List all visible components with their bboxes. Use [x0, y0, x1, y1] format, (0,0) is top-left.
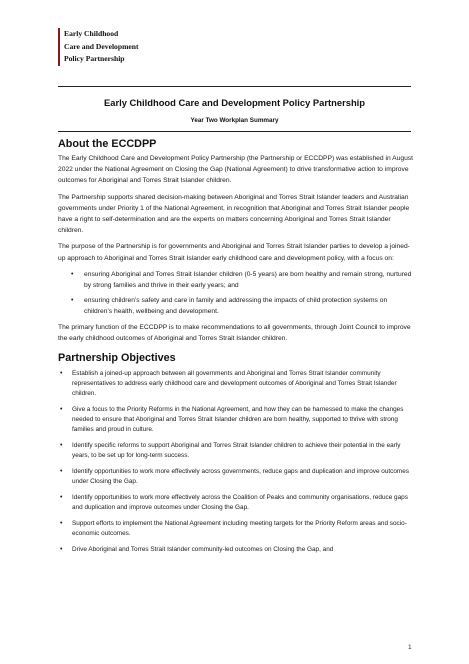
about-paragraph: The Partnership supports shared decision-making between Aboriginal and Torres Strait Islander leaders and Australian governments under Priority 1 of the National Agreement, in recognition that Aboriginal and Torres Strait Islander people have a right to self-determination and are the experts on matters concerning Aboriginal and Torres Strait Islander children.	[58, 193, 410, 235]
objective-item: • Support efforts to implement the National Agreement including meeting targets for the Priority Reform areas and socio-economic outcomes.	[72, 519, 414, 539]
title-divider	[58, 131, 411, 132]
objectives-list	[58, 369, 414, 555]
objectives-heading: Partnership Objectives	[58, 352, 176, 365]
focus-list-item: • ensuring Aboriginal and Torres Strait Islander children (0-5 years) are born healthy and remain strong, nurtured by strong families and thrive in their early years; and	[84, 269, 414, 291]
page-number: 1	[408, 644, 412, 651]
about-paragraph: The purpose of the Partnership is for governments and Aboriginal and Torres Strait Islander parties to develop a joined-up approach to Aboriginal and Torres Strait Islander early childhood care and development policy, with a focus on:	[58, 243, 410, 262]
objective-item: • Give a focus to the Priority Reforms in the National Agreement, and how they can be harnessed to make the changes needed to ensure that Aboriginal and Torres Strait Islander children are born healthy, supported to thrive with strong families and proud in culture.	[72, 405, 414, 435]
focus-list	[58, 269, 414, 318]
document-body	[58, 137, 414, 561]
document-subtitle: Year Two Workplan Summary	[190, 117, 279, 124]
objective-item: • Identify specific reforms to support Aboriginal and Torres Strait Islander children to achieve their potential in the early years, to be set up for long-term success.	[72, 441, 414, 461]
objective-item: • Identify opportunities to work more effectively across the Coalition of Peaks and community organisations, reduce gaps and duplication and improve outcomes under Closing the Gap.	[72, 493, 414, 513]
about-heading: About the ECCDPP	[58, 138, 157, 150]
about-paragraph: The Early Childhood Care and Development Policy Partnership (the Partnership or ECCDPP) was established in August 2022 under the National Agreement on Closing the Gap (National Agreement) to drive transformative action to improve outcomes for Aboriginal and Torres Strait Islander children.	[58, 155, 413, 185]
objective-item: • Drive Aboriginal and Torres Strait Islander community-led outcomes on Closing the Gap, and	[72, 545, 414, 555]
header-divider	[58, 86, 411, 87]
logo-line-3: Policy Partnership	[64, 54, 125, 63]
logo-line-1: Early Childhood	[64, 29, 119, 38]
focus-list-item: • ensuring children’s safety and care in family and addressing the impacts of child protection systems on children’s health, wellbeing and development.	[84, 295, 414, 317]
objective-item: • Establish a joined-up approach between all governments and Aboriginal and Torres Strait Islander community representatives to address early childhood care and development outcomes of Aboriginal and Torres Strait Islander children.	[72, 369, 414, 399]
about-closing-paragraph: The primary function of the ECCDPP is to make recommendations to all governments, through Joint Council to improve the early childhood outcomes of Aboriginal and Torres Strait Islander children.	[58, 323, 411, 342]
logo-line-2: Care and Development	[64, 41, 139, 51]
partnership-logo	[58, 28, 139, 66]
objective-item: • Identify opportunities to work more effectively across governments, reduce gaps and duplication and improve outcomes under Closing the Gap.	[72, 467, 414, 487]
document-title: Early Childhood Care and Development Policy Partnership	[104, 97, 365, 108]
